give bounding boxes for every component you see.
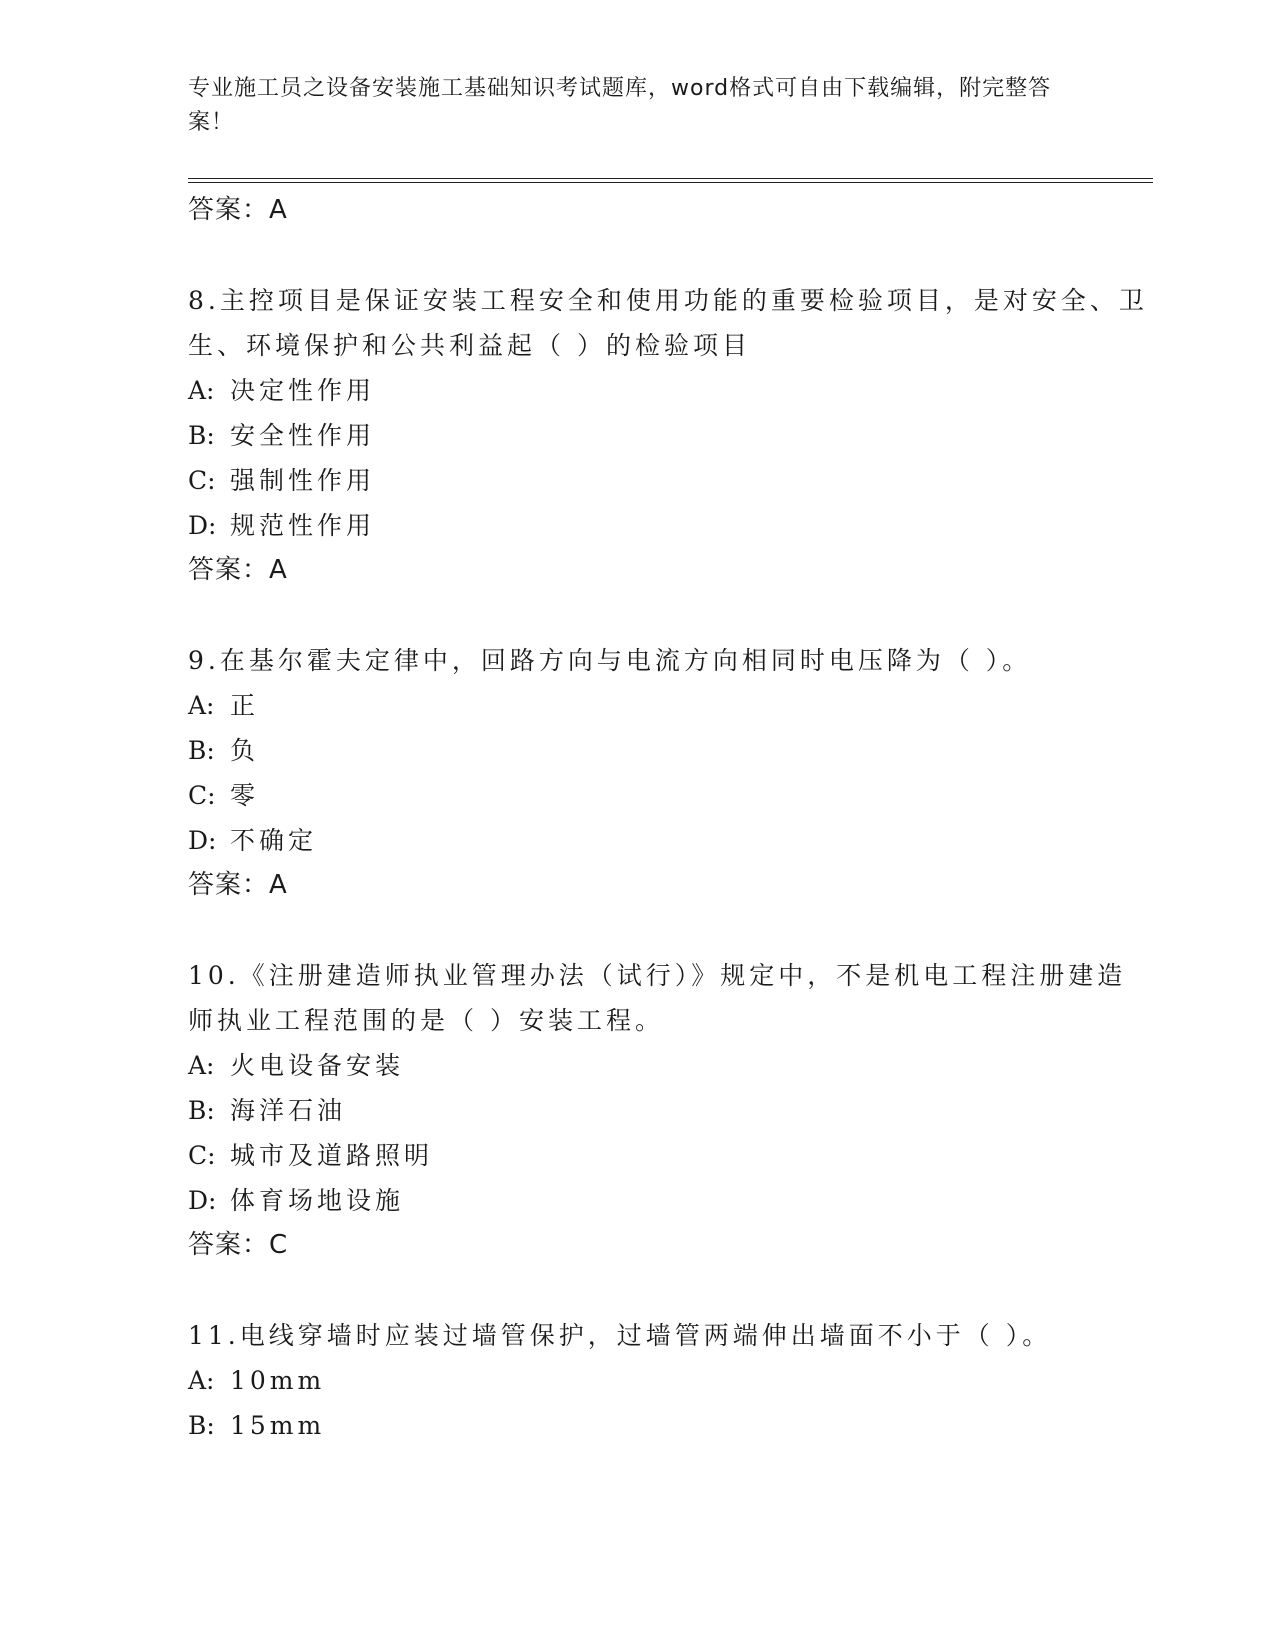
- option-d: [188, 818, 1153, 863]
- option-text: 安全性作用: [230, 421, 376, 450]
- option-letter: C:: [188, 781, 216, 810]
- option-b: [188, 1403, 1153, 1448]
- question-text: 10.《注册建造师执业管理办法（试行）》规定中，不是机电工程注册建造师执业工程范围的是（ ）安装工程。: [188, 961, 1127, 1035]
- answer-line: 答案：A: [188, 555, 288, 585]
- option-text: 负: [230, 736, 260, 765]
- option-text: 零: [230, 781, 260, 810]
- option-b: [188, 728, 1153, 773]
- option-letter: D:: [188, 511, 217, 540]
- option-letter: C:: [188, 466, 216, 495]
- question-10: [188, 953, 1153, 1267]
- option-letter: B:: [188, 736, 215, 765]
- option-letter: A:: [188, 691, 215, 720]
- option-letter: C:: [188, 1141, 216, 1170]
- option-b: [188, 1088, 1153, 1133]
- option-text: 海洋石油: [230, 1096, 347, 1125]
- option-letter: A:: [188, 1366, 215, 1395]
- answer-line: 答案：A: [188, 195, 288, 225]
- question-8: [188, 278, 1153, 592]
- option-d: [188, 1178, 1153, 1223]
- option-letter: D:: [188, 826, 217, 855]
- option-a: [188, 368, 1153, 413]
- option-d: [188, 503, 1153, 548]
- header-double-rule: [188, 178, 1153, 183]
- question-9: [188, 638, 1153, 907]
- option-letter: B:: [188, 421, 215, 450]
- option-text: 规范性作用: [230, 511, 376, 540]
- option-text: 15mm: [230, 1411, 326, 1440]
- option-text: 10mm: [230, 1366, 326, 1395]
- document-body: [188, 188, 1153, 1494]
- answer-line: 答案：C: [188, 1230, 289, 1260]
- option-text: 城市及道路照明: [230, 1141, 434, 1170]
- option-a: [188, 1358, 1153, 1403]
- option-letter: A:: [188, 376, 215, 405]
- option-letter: A:: [188, 1051, 215, 1080]
- option-letter: B:: [188, 1096, 215, 1125]
- answer-line: 答案：A: [188, 870, 288, 900]
- option-letter: B:: [188, 1411, 215, 1440]
- option-b: [188, 413, 1153, 458]
- option-text: 正: [230, 691, 260, 720]
- option-a: [188, 1043, 1153, 1088]
- option-letter: D:: [188, 1186, 217, 1215]
- option-text: 决定性作用: [230, 376, 376, 405]
- question-text: 11.电线穿墙时应装过墙管保护，过墙管两端伸出墙面不小于（ ）。: [188, 1321, 1052, 1350]
- option-text: 不确定: [230, 826, 318, 855]
- option-c: [188, 458, 1153, 503]
- option-text: 火电设备安装: [230, 1051, 405, 1080]
- question-text: 9.在基尔霍夫定律中，回路方向与电流方向相同时电压降为（ ）。: [188, 646, 1032, 675]
- option-c: [188, 773, 1153, 818]
- option-text: 强制性作用: [230, 466, 376, 495]
- document-header: 专业施工员之设备安装施工基础知识考试题库，word格式可自由下载编辑，附完整答案！: [188, 76, 1052, 135]
- option-text: 体育场地设施: [230, 1186, 405, 1215]
- option-c: [188, 1133, 1153, 1178]
- option-a: [188, 683, 1153, 728]
- question-11: [188, 1313, 1153, 1448]
- question-text: 8.主控项目是保证安装工程安全和使用功能的重要检验项目，是对安全、卫生、环境保护和公共利益起（ ）的检验项目: [188, 286, 1148, 360]
